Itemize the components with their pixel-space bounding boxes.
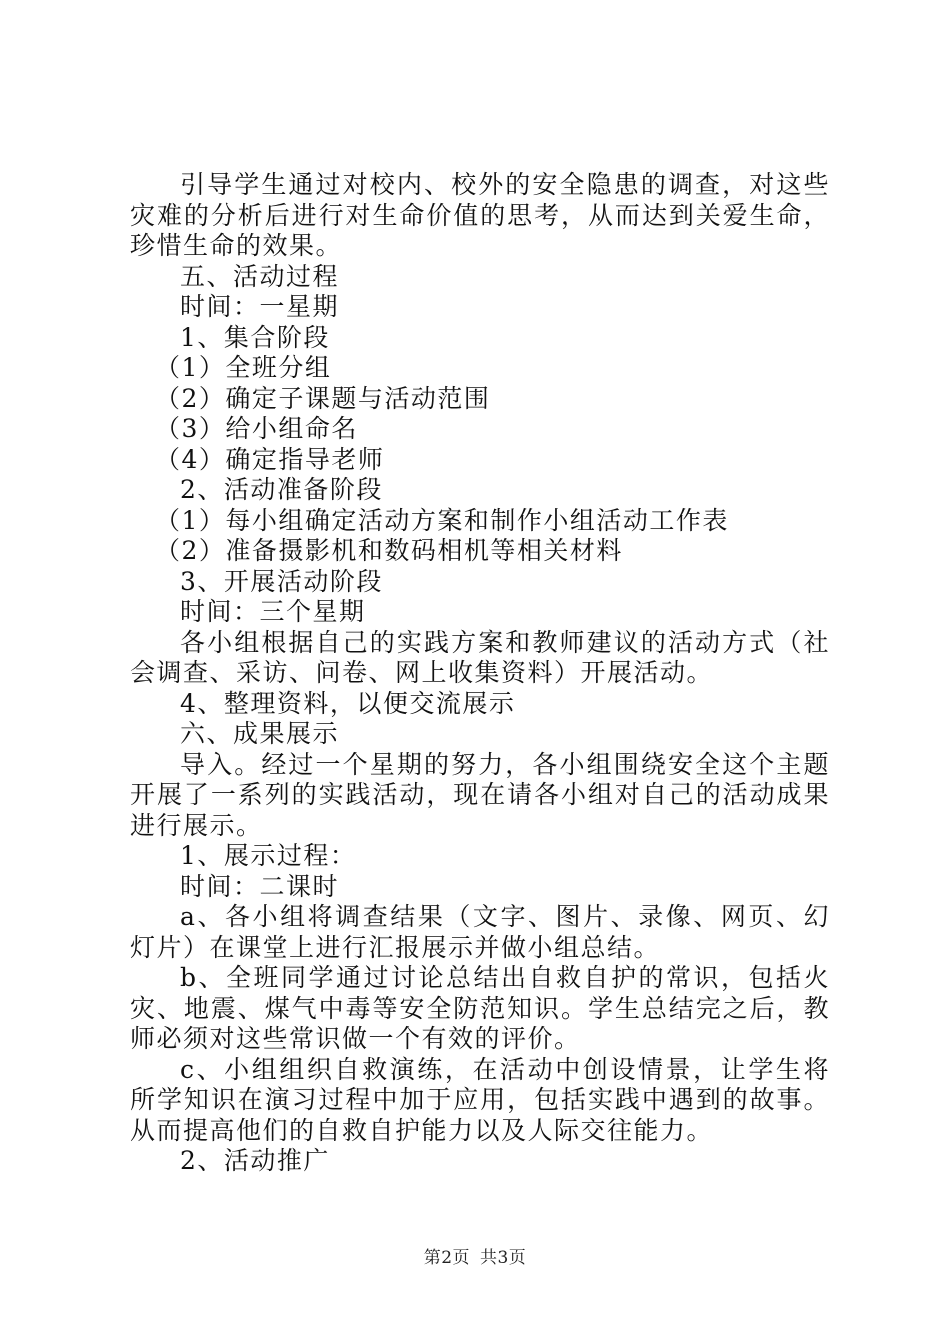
page-number: 第2页 xyxy=(423,1248,471,1268)
paragraph: （1）全班分组 xyxy=(155,353,332,382)
page-footer xyxy=(0,1243,950,1268)
paragraph: a、各小组将调查结果（文字、图片、录像、网页、幻灯片）在课堂上进行汇报展示并做小组总结。 xyxy=(130,902,830,962)
paragraph: 1、展示过程： xyxy=(180,841,357,870)
paragraph: （2）准备摄影机和数码相机等相关材料 xyxy=(155,536,623,565)
paragraph: 3、开展活动阶段 xyxy=(180,566,383,596)
paragraph: 时间：二课时 xyxy=(180,871,340,901)
paragraph: 1、集合阶段 xyxy=(180,322,330,352)
paragraph: 2、活动推广 xyxy=(180,1146,330,1175)
paragraph: 五、活动过程 xyxy=(180,261,340,291)
paragraph: （1）每小组确定活动方案和制作小组活动工作表 xyxy=(155,505,729,535)
paragraph: （2）确定子课题与活动范围 xyxy=(155,383,491,413)
paragraph: c、小组组织自救演练，在活动中创设情景，让学生将所学知识在演习过程中加于应用，包括实践中遇到的故事。从而提高他们的自救自护能力以及人际交往能力。 xyxy=(130,1054,830,1145)
paragraph: 4、整理资料，以便交流展示 xyxy=(180,688,516,718)
paragraph: （4）确定指导老师 xyxy=(155,444,385,474)
document-body xyxy=(130,170,830,1177)
paragraph: （3）给小组命名 xyxy=(155,414,358,443)
paragraph: 导入。经过一个星期的努力，各小组围绕安全这个主题开展了一系列的实践活动，现在请各小组对自己的活动成果进行展示。 xyxy=(130,749,830,840)
page-total: 共3页 xyxy=(479,1248,527,1268)
paragraph: b、全班同学通过讨论总结出自救自护的常识，包括火灾、地震、煤气中毒等安全防范知识。学生总结完之后，教师必须对这些常识做一个有效的评价。 xyxy=(130,963,830,1053)
paragraph: 时间：一星期 xyxy=(180,292,340,321)
paragraph: 时间：三个星期 xyxy=(180,597,366,626)
paragraph: 引导学生通过对校内、校外的安全隐患的调查，对这些灾难的分析后进行对生命价值的思考，从而达到关爱生命，珍惜生命的效果。 xyxy=(130,170,830,260)
paragraph: 六、成果展示 xyxy=(180,719,340,748)
paragraph: 2、活动准备阶段 xyxy=(180,475,383,504)
paragraph: 各小组根据自己的实践方案和教师建议的活动方式（社会调查、采访、问卷、网上收集资料）开展活动。 xyxy=(130,627,830,687)
